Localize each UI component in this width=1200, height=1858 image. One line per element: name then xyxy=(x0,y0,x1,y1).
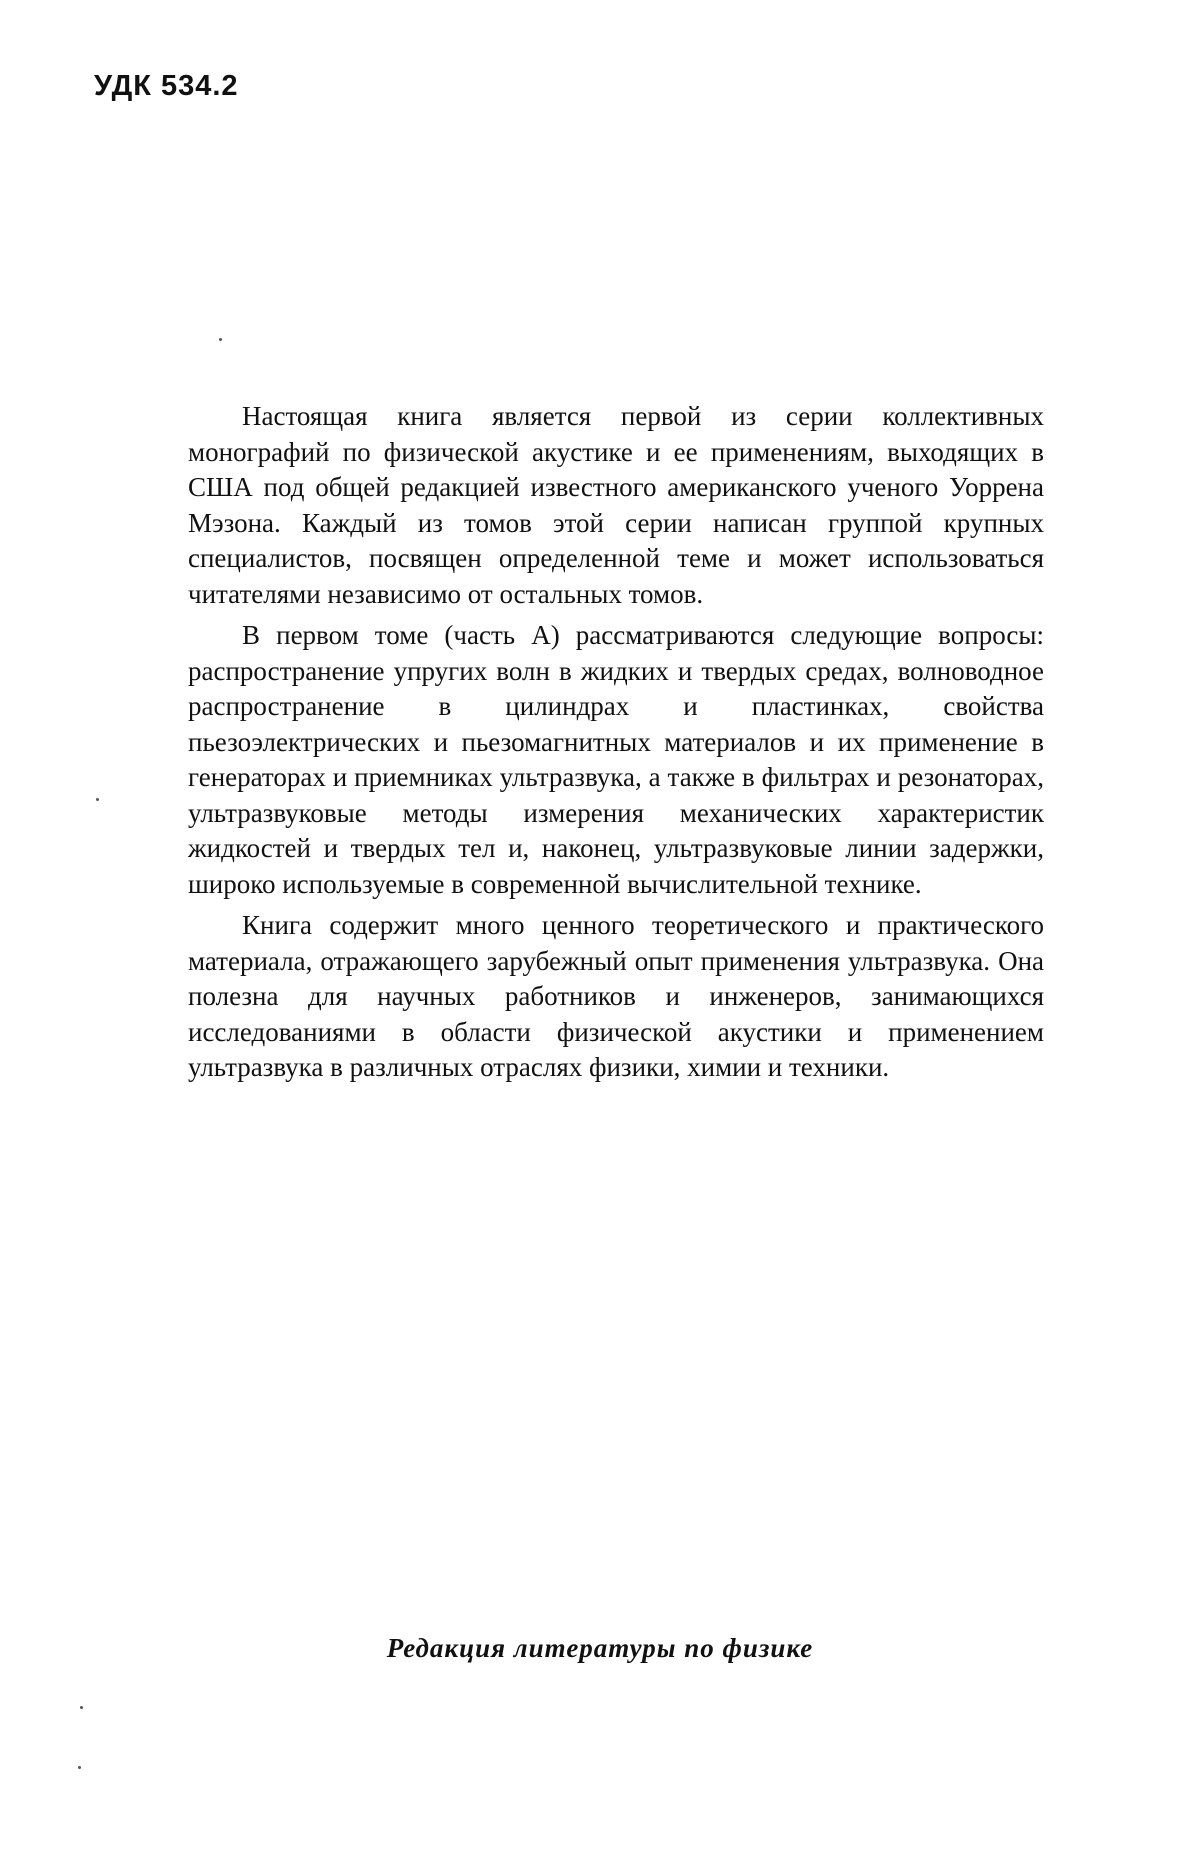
annotation-paragraph: В первом томе (часть А) рассматриваются следующие вопросы: распространение упругих волн в жидких и твердых средах, волноводное распространение в цилиндрах и пластинках, свойства пьезоэлектрических и пьезомагнитных материалов и их применение в генераторах и приемниках ультразвука, а также в фильтрах и резонаторах, ультразвуковые методы измерения механических характеристик жидкостей и твердых тел и, наконец, ультразвуковые линии задержки, широко используемые в современной вычислительной технике. xyxy=(188,620,1044,899)
annotation xyxy=(188,399,1044,1092)
scan-speck xyxy=(219,338,222,341)
scan-speck xyxy=(80,1706,83,1709)
udc-code: УДК 534.2 xyxy=(94,70,239,102)
annotation-paragraph: Настоящая книга является первой из серии коллективных монографий по физической акустике и ее применениям, выходящих в США под общей редакцией известного американского ученого Уоррена Мэзона. Каждый из томов этой серии написан группой крупных специалистов, посвящен определенной теме и может использоваться читателями независимо от остальных томов. xyxy=(188,401,1044,609)
scan-speck xyxy=(78,1766,81,1769)
annotation-paragraph: Книга содержит много ценного теоретического и практического материала, отражающего зарубежный опыт применения ультразвука. Она полезна для научных работников и инженеров, занимающихся исследованиями в области физической акустики и применением ультразвука в различных отраслях физики, химии и техники. xyxy=(188,910,1044,1082)
editorial-office: Редакция литературы по физике xyxy=(386,1633,814,1663)
scan-speck xyxy=(96,798,99,801)
